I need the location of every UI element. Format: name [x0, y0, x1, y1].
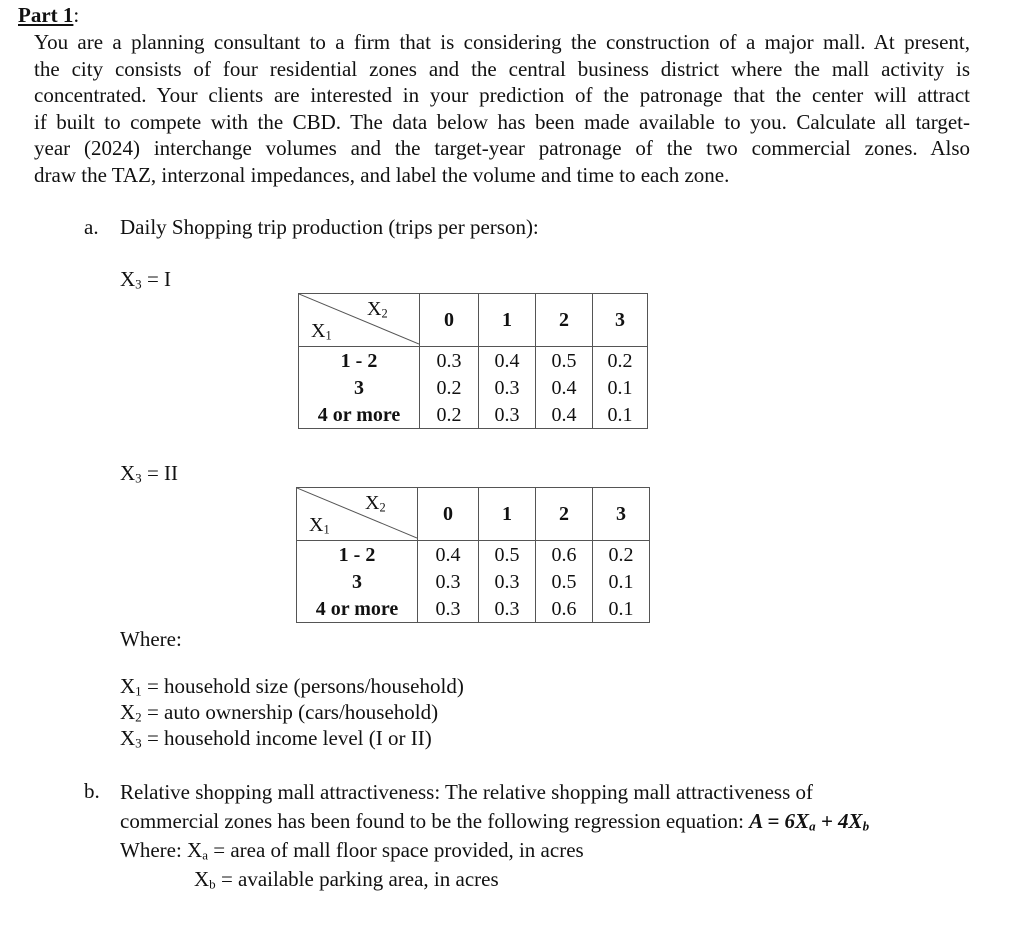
table-cell: 0.5 — [479, 541, 536, 569]
table-cell: 0.2 — [593, 541, 650, 569]
table-cell: 0.1 — [593, 374, 648, 401]
table-cell: 0.3 — [479, 595, 536, 623]
table-cell: 0.3 — [479, 401, 536, 429]
row-label: 3 — [299, 374, 420, 401]
intro-line: You are a planning consultant to a firm that is considering the construction of a major mall. At present, — [34, 30, 970, 54]
table-1-caption: $X_3 = I$ — [120, 267, 172, 292]
table-cell: 0.2 — [593, 347, 648, 375]
row-label: 1 - 2 — [297, 541, 418, 569]
column-header: 1 — [479, 488, 536, 541]
table-cell: 0.4 — [536, 401, 593, 429]
column-header: 0 — [418, 488, 479, 541]
trip-production-table-income-2 — [296, 487, 650, 623]
intro-line: draw the TAZ, interzonal impedances, and label the volume and time to each zone. — [34, 162, 730, 187]
item-b-line: Where: $X_a$ = area of mall floor space provided, in acres — [120, 838, 584, 863]
intro-line: year (2024) interchange volumes and the target-year patronage of the two commercial zones. Also — [34, 136, 970, 160]
item-b-line: commercial zones has been found to be the following regression equation: $A = 6X_a + 4X_b$ — [120, 809, 870, 834]
table-row — [299, 374, 648, 401]
row-variable: $X_1$ — [311, 320, 332, 343]
intro-line: concentrated. Your clients are interested in your prediction of the patronage that the center will attract — [34, 83, 970, 107]
column-variable: $X_2$ — [367, 298, 388, 321]
item-a-text: Daily Shopping trip production (trips per person): — [120, 215, 539, 239]
table-cell: 0.3 — [418, 568, 479, 595]
table-cell: 0.2 — [420, 401, 479, 429]
item-a-label: a. — [84, 215, 99, 239]
part-title: Part 1: — [18, 3, 80, 27]
table-cell: 0.5 — [536, 347, 593, 375]
table-cell: 0.5 — [536, 568, 593, 595]
table-cell: 0.2 — [420, 374, 479, 401]
item-b-line: $X_b$ = available parking area, in acres — [194, 867, 499, 892]
table-cell: 0.3 — [479, 374, 536, 401]
column-header: 1 — [479, 294, 536, 347]
column-header: 3 — [593, 294, 648, 347]
table-cell: 0.3 — [418, 595, 479, 623]
where-label: Where: — [120, 627, 182, 651]
table-cell: 0.4 — [536, 374, 593, 401]
column-header: 2 — [536, 488, 593, 541]
row-variable: $X_1$ — [309, 514, 330, 537]
column-header: 0 — [420, 294, 479, 347]
row-label: 3 — [297, 568, 418, 595]
regression-equation: $A = 6X_a + 4X_b$ — [749, 809, 870, 834]
table-cell: 0.1 — [593, 401, 648, 429]
table-cell: 0.6 — [536, 541, 593, 569]
item-b-label: b. — [84, 779, 100, 803]
table-cell: 0.1 — [593, 568, 650, 595]
table-row — [297, 568, 650, 595]
corner-header — [297, 488, 418, 541]
intro-line: if built to compete with the CBD. The data below has been made available to you. Calculate all target- — [34, 109, 970, 134]
column-variable: $X_2$ — [365, 492, 386, 515]
definition-x1: $X_1$ = household size (persons/household) — [120, 674, 464, 699]
column-header: 3 — [593, 488, 650, 541]
table-cell: 0.6 — [536, 595, 593, 623]
trip-production-table-income-1 — [298, 293, 648, 429]
variable-definitions — [120, 673, 464, 751]
table-cell: 0.3 — [479, 568, 536, 595]
table-row — [299, 347, 648, 375]
column-header: 2 — [536, 294, 593, 347]
table-cell: 0.1 — [593, 595, 650, 623]
definition-x3: $X_3$ = household income level (I or II) — [120, 726, 432, 751]
table-row — [299, 401, 648, 429]
table-2-caption: $X_3$ = II — [120, 461, 179, 486]
row-label: 4 or more — [297, 595, 418, 623]
definition-x2: $X_2$ = auto ownership (cars/household) — [120, 700, 439, 725]
corner-header — [299, 294, 420, 347]
table-cell: 0.4 — [479, 347, 536, 375]
table-row — [297, 595, 650, 623]
item-b-line: Relative shopping mall attractiveness: The relative shopping mall attractiveness of — [120, 780, 813, 804]
item-a — [84, 214, 539, 241]
table-row — [297, 541, 650, 569]
row-label: 1 - 2 — [299, 347, 420, 375]
intro-line: the city consists of four residential zones and the central business district where the mall activity is — [34, 56, 970, 81]
row-label: 4 or more — [299, 401, 420, 429]
table-cell: 0.4 — [418, 541, 479, 569]
intro-paragraph — [34, 29, 970, 188]
table-cell: 0.3 — [420, 347, 479, 375]
